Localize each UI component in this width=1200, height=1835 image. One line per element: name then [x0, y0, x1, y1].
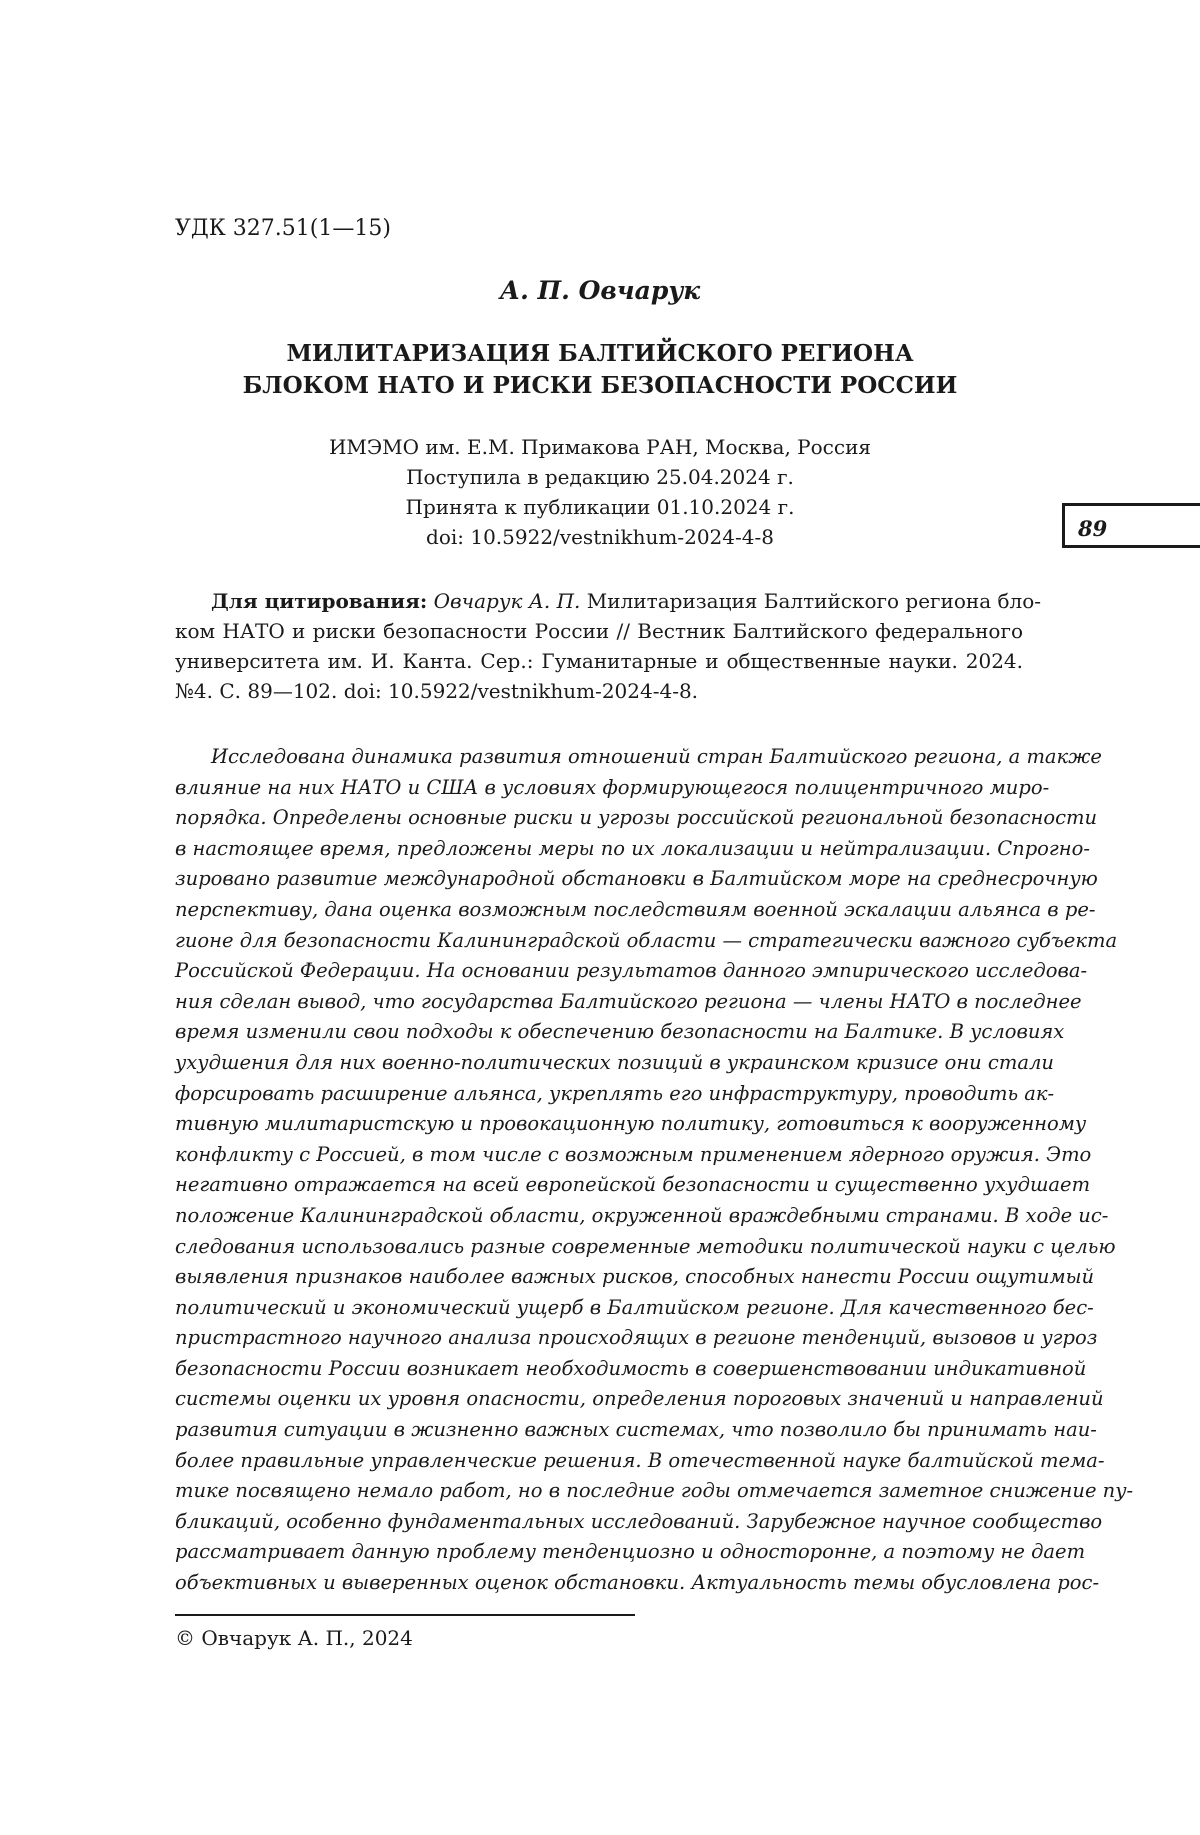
abstract-line: Российской Федерации. На основании результатов данного эмпирического исследова- — [175, 959, 1088, 983]
abstract-line: системы оценки их уровня опасности, определения пороговых значений и направлений — [175, 1387, 1104, 1411]
abstract-line: пристрастного научного анализа происходящих в регионе тенденций, вызовов и угроз — [175, 1326, 1098, 1350]
article-author: А. П. Овчарук — [499, 276, 701, 305]
affiliation: ИМЭМО им. Е.М. Примакова РАН, Москва, Россия — [328, 435, 872, 459]
abstract-line: в настоящее время, предложены меры по их локализации и нейтрализации. Спрогно- — [175, 836, 1090, 860]
page-number: 89 — [1062, 503, 1200, 548]
citation-line: №4. С. 89—102. doi: 10.5922/vestnikhum-2024-4-8. — [175, 679, 699, 703]
citation-text: Милитаризация Балтийского региона бло- — [586, 589, 1042, 613]
citation-block — [175, 586, 1042, 706]
abstract-line: выявления признаков наиболее важных рисков, способных нанести России ощутимый — [175, 1265, 1095, 1289]
abstract-line: форсировать расширение альянса, укреплять его инфраструктуру, проводить ак- — [175, 1081, 1055, 1105]
abstract-line: рассматривает данную проблему тенденциозно и односторонне, а поэтому не дает — [175, 1540, 1086, 1564]
citation-label: Для цитирования: — [211, 589, 428, 613]
abstract-line: ния сделан вывод, что государства Балтийского региона — члены НАТО в последнее — [175, 989, 1082, 1013]
abstract-line: положение Калининградской области, окруженной враждебными странами. В ходе ис- — [175, 1203, 1109, 1227]
abstract-line: более правильные управленческие решения. В отечественной науке балтийской тема- — [175, 1448, 1105, 1472]
abstract-line: следования использовались разные современные методики политической науки с целью — [175, 1234, 1116, 1258]
citation-line — [175, 586, 1042, 616]
abstract-line: ухудшения для них военно-политических позиций в украинском кризисе они стали — [175, 1050, 1054, 1074]
abstract-line: Исследована динамика развития отношений стран Балтийского региона, а также — [211, 745, 1102, 768]
accepted-date: Принята к публикации 01.10.2024 г. — [405, 495, 795, 519]
abstract-line: зировано развитие международной обстановки в Балтийском море на среднесрочную — [175, 867, 1098, 891]
abstract-line: порядка. Определены основные риски и угрозы российской региональной безопасности — [175, 806, 1098, 830]
udk-code: УДК 327.51(1—15) — [175, 216, 391, 241]
citation-line: ком НАТО и риски безопасности России // Вестник Балтийского федерального — [175, 619, 1023, 643]
abstract-line: политический и экономический ущерб в Балтийском регионе. Для качественного бес- — [175, 1295, 1094, 1319]
article-meta — [0, 432, 1200, 552]
abstract-line: гионе для безопасности Калининградской области — стратегически важного субъекта — [175, 928, 1118, 952]
copyright: © Овчарук А. П., 2024 — [175, 1626, 413, 1650]
abstract-line: безопасности России возникает необходимость в совершенствовании индикативной — [175, 1356, 1087, 1380]
footnote-divider — [175, 1614, 635, 1616]
doi[interactable]: doi: 10.5922/vestnikhum-2024-4-8 — [426, 525, 774, 549]
received-date: Поступила в редакцию 25.04.2024 г. — [406, 465, 794, 489]
citation-author: Овчарук А. П. — [433, 589, 581, 613]
abstract-line: развития ситуации в жизненно важных системах, что позволило бы принимать наи- — [175, 1418, 1097, 1442]
citation-line: университета им. И. Канта. Сер.: Гуманитарные и общественные науки. 2024. — [175, 649, 1023, 673]
title-line: МИЛИТАРИЗАЦИЯ БАЛТИЙСКОГО РЕГИОНА — [286, 340, 914, 367]
abstract-line: негативно отражается на всей европейской безопасности и существенно ухудшает — [175, 1173, 1091, 1197]
abstract — [175, 742, 1134, 1599]
abstract-line: время изменили свои подходы к обеспечению безопасности на Балтике. В условиях — [175, 1020, 1065, 1044]
abstract-line: тивную милитаристскую и провокационную политику, готовиться к вооруженному — [175, 1112, 1087, 1136]
title-line: БЛОКОМ НАТО И РИСКИ БЕЗОПАСНОСТИ РОССИИ — [242, 372, 958, 399]
abstract-line: бликаций, особенно фундаментальных исследований. Зарубежное научное сообщество — [175, 1509, 1103, 1533]
abstract-line: тике посвящено немало работ, но в последние годы отмечается заметное снижение пу- — [175, 1479, 1134, 1503]
abstract-line: объективных и выверенных оценок обстановки. Актуальность темы обусловлена рос- — [175, 1571, 1100, 1595]
abstract-line: конфликту с Россией, в том числе с возможным применением ядерного оружия. Это — [175, 1142, 1092, 1166]
article-title — [0, 338, 1200, 402]
abstract-line: перспективу, дана оценка возможным последствиям военной эскалации альянса в ре- — [175, 897, 1096, 921]
abstract-line: влияние на них НАТО и США в условиях формирующегося полицентричного миро- — [175, 775, 1050, 799]
